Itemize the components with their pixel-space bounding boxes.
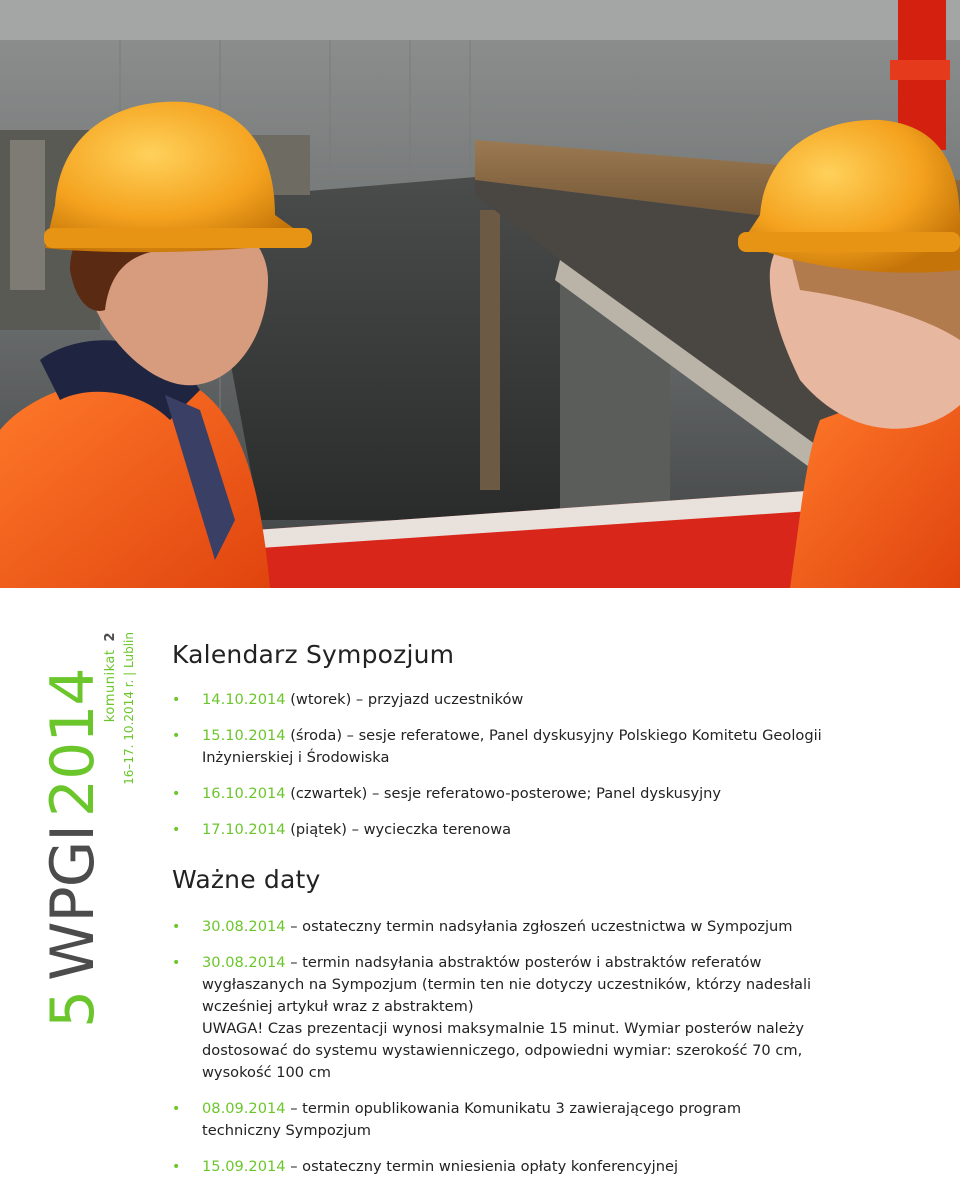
list-item <box>172 1156 822 1178</box>
list-item <box>172 783 822 805</box>
item-date: 14.10.2014 <box>202 691 286 708</box>
construction-site-photo <box>0 0 960 588</box>
side-title <box>40 632 136 1032</box>
list-item <box>172 1098 822 1142</box>
dates-list <box>172 916 822 1178</box>
item-text: – termin opublikowania Komunikatu 3 zawierającego program techniczny Sympozjum <box>202 1100 742 1139</box>
komunikat-label: komunikat <box>103 649 118 723</box>
item-date: 16.10.2014 <box>202 785 286 802</box>
item-text: (piątek) – wycieczka terenowa <box>285 821 512 838</box>
item-date: 15.09.2014 <box>202 1158 286 1175</box>
komunikat-number: 2 <box>103 632 118 642</box>
item-text: (czwartek) – sesje referatowo-posterowe; Panel dyskusyjny <box>285 785 722 802</box>
item-text: – ostateczny termin nadsyłania zgłoszeń uczestnictwa w Sympozjum <box>285 918 793 935</box>
calendar-list <box>172 689 822 841</box>
item-text: – ostateczny termin wniesienia opłaty konferencyjnej <box>285 1158 678 1175</box>
main-content <box>172 640 822 1192</box>
item-text: – termin nadsyłania abstraktów posterów i abstraktów referatów wygłaszanych na Sympozjum (termin ten nie dotyczy uczestników, którzy nadesłali wcześniej artykuł wraz z abstraktem) <box>202 954 812 1015</box>
list-item <box>172 689 822 711</box>
item-note: UWAGA! Czas prezentacji wynosi maksymalnie 15 minut. Wymiar posterów należy dostosować do systemu wystawienniczego, odpowiedni wymiar: szerokość 70 cm, wysokość 100 cm <box>202 1020 804 1081</box>
list-item <box>172 725 822 769</box>
dates-heading: Ważne daty <box>172 865 321 894</box>
list-item <box>172 819 822 841</box>
list-item <box>172 916 822 938</box>
item-text: (wtorek) – przyjazd uczestników <box>285 691 524 708</box>
calendar-heading: Kalendarz Sympozjum <box>172 640 455 669</box>
event-date-place: 16–17. 10.2014 r. | Lublin <box>122 632 136 785</box>
side-year: 2014 <box>38 668 108 818</box>
item-date: 30.08.2014 <box>202 918 286 935</box>
list-item <box>172 952 822 1084</box>
header-photo <box>0 0 960 588</box>
item-date: 30.08.2014 <box>202 954 286 971</box>
side-meta <box>102 632 138 802</box>
side-logo <box>40 632 106 1028</box>
side-acronym: WPGI <box>38 825 108 981</box>
item-date: 15.10.2014 <box>202 727 286 744</box>
item-date: 17.10.2014 <box>202 821 286 838</box>
item-text: (środa) – sesje referatowe, Panel dyskusyjny Polskiego Komitetu Geologii Inżynierskiej i Środowiska <box>202 727 822 766</box>
side-number: 5 <box>38 990 108 1028</box>
item-date: 08.09.2014 <box>202 1100 286 1117</box>
